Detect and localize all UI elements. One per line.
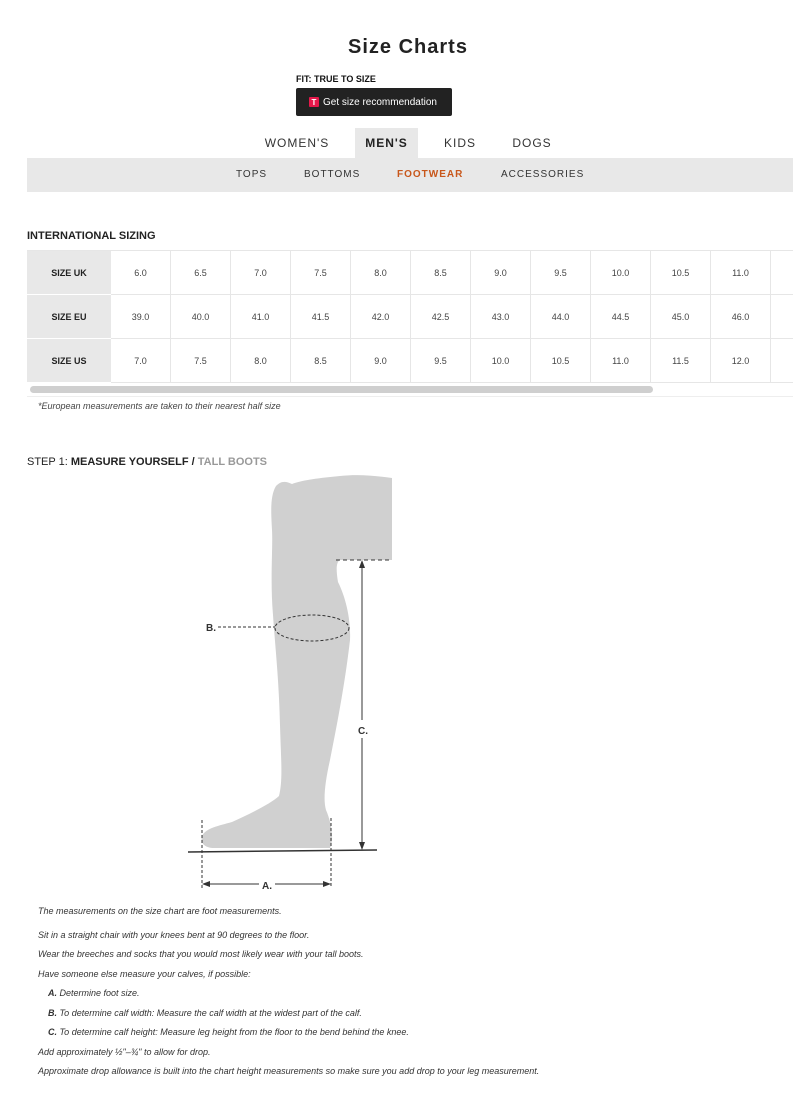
- brand-t-icon: T: [309, 97, 319, 107]
- international-sizing-table: [27, 250, 793, 383]
- table-cell: 10.0: [591, 251, 651, 295]
- table-row: [27, 295, 793, 339]
- row-header: SIZE EU: [27, 295, 111, 339]
- tab-mens[interactable]: MEN'S: [355, 128, 418, 158]
- table-cell: 11.0: [591, 339, 651, 383]
- instruction-step-c: [48, 1027, 409, 1037]
- table-horizontal-scrollbar[interactable]: [27, 383, 793, 397]
- row-header: SIZE UK: [27, 251, 111, 295]
- subnav-footwear[interactable]: FOOTWEAR: [397, 169, 464, 180]
- instruction-step-b: [48, 1008, 362, 1018]
- size-recommendation-button[interactable]: [296, 88, 452, 116]
- step-letter: B.: [48, 1008, 57, 1018]
- table-cell: 44.5: [591, 295, 651, 339]
- table-cell: 8.5: [411, 251, 471, 295]
- boot-illustration: [202, 475, 393, 848]
- table-cell: 39.0: [111, 295, 171, 339]
- table-cell: 6.5: [171, 251, 231, 295]
- height-arrow-bottom: [359, 842, 365, 850]
- foot-arrow-left: [202, 881, 210, 887]
- step-letter: C.: [48, 1027, 57, 1037]
- step-text: Determine foot size.: [59, 988, 140, 998]
- table-cell: 41.0: [231, 295, 291, 339]
- step-text: To determine calf width: Measure the calf width at the widest part of the calf.: [59, 1008, 362, 1018]
- ground-line: [188, 850, 377, 852]
- table-cell: 11.0: [711, 251, 771, 295]
- international-sizing-heading: INTERNATIONAL SIZING: [27, 230, 156, 242]
- instruction-line: The measurements on the size chart are foot measurements.: [38, 906, 282, 916]
- height-arrow-top: [359, 560, 365, 568]
- subnav-accessories[interactable]: ACCESSORIES: [501, 169, 585, 180]
- fit-label: FIT: TRUE TO SIZE: [296, 74, 376, 84]
- step-letter: A.: [48, 988, 57, 998]
- instruction-line: Sit in a straight chair with your knees bent at 90 degrees to the floor.: [38, 930, 310, 940]
- foot-arrow-right: [323, 881, 331, 887]
- table-cell-empty: [771, 295, 793, 339]
- subnav-tops[interactable]: TOPS: [236, 169, 268, 180]
- table-cell: 9.0: [471, 251, 531, 295]
- table-cell: 9.5: [411, 339, 471, 383]
- page-title: Size Charts: [348, 36, 468, 58]
- category-tabs: [0, 128, 793, 158]
- step-subtitle: TALL BOOTS: [197, 456, 268, 468]
- table-cell: 42.0: [351, 295, 411, 339]
- step-heading: [27, 456, 267, 468]
- subcategory-nav: [27, 158, 793, 192]
- table-cell: 9.0: [351, 339, 411, 383]
- table-cell: 11.5: [651, 339, 711, 383]
- step-text: To determine calf height: Measure leg height from the floor to the bend behind the knee.: [59, 1027, 409, 1037]
- instruction-step-a: [48, 988, 140, 998]
- instruction-line: Wear the breeches and socks that you would most likely wear with your tall boots.: [38, 949, 364, 959]
- table-cell: 45.0: [651, 295, 711, 339]
- tall-boot-diagram: [180, 470, 400, 900]
- table-cell: 43.0: [471, 295, 531, 339]
- table-cell: 7.5: [171, 339, 231, 383]
- table-cell: 6.0: [111, 251, 171, 295]
- table-cell: 41.5: [291, 295, 351, 339]
- row-header: SIZE US: [27, 339, 111, 383]
- step-prefix: STEP 1:: [27, 456, 68, 468]
- instruction-line: Have someone else measure your calves, if possible:: [38, 969, 251, 979]
- step-title: MEASURE YOURSELF /: [70, 456, 195, 468]
- table-cell: 8.5: [291, 339, 351, 383]
- table-cell: 7.0: [231, 251, 291, 295]
- tab-kids[interactable]: KIDS: [443, 136, 476, 150]
- table-cell-empty: [771, 251, 793, 295]
- table-cell: 44.0: [531, 295, 591, 339]
- table-cell: 10.5: [531, 339, 591, 383]
- tab-womens[interactable]: WOMEN'S: [264, 136, 330, 150]
- table-row: [27, 339, 793, 383]
- table-cell: 10.5: [651, 251, 711, 295]
- table-cell-empty: [771, 339, 793, 383]
- european-sizing-note: *European measurements are taken to their nearest half size: [38, 401, 281, 411]
- scrollbar-thumb[interactable]: [30, 386, 653, 393]
- table-cell: 9.5: [531, 251, 591, 295]
- table-cell: 42.5: [411, 295, 471, 339]
- table-cell: 8.0: [231, 339, 291, 383]
- table-cell: 8.0: [351, 251, 411, 295]
- table-cell: 12.0: [711, 339, 771, 383]
- instruction-line: Add approximately ½"–¾" to allow for drop.: [38, 1047, 211, 1057]
- table-cell: 46.0: [711, 295, 771, 339]
- table-row: [27, 251, 793, 295]
- label-a: A.: [262, 881, 272, 892]
- table-cell: 40.0: [171, 295, 231, 339]
- table-cell: 7.5: [291, 251, 351, 295]
- label-b: B.: [206, 623, 216, 634]
- size-recommendation-label: Get size recommendation: [323, 96, 437, 108]
- table-cell: 7.0: [111, 339, 171, 383]
- subnav-bottoms[interactable]: BOTTOMS: [304, 169, 361, 180]
- table-cell: 10.0: [471, 339, 531, 383]
- instruction-line: Approximate drop allowance is built into the chart height measurements so make sure you add drop to your leg measurement.: [38, 1066, 540, 1076]
- label-c: C.: [358, 726, 368, 737]
- tab-dogs[interactable]: DOGS: [512, 136, 552, 150]
